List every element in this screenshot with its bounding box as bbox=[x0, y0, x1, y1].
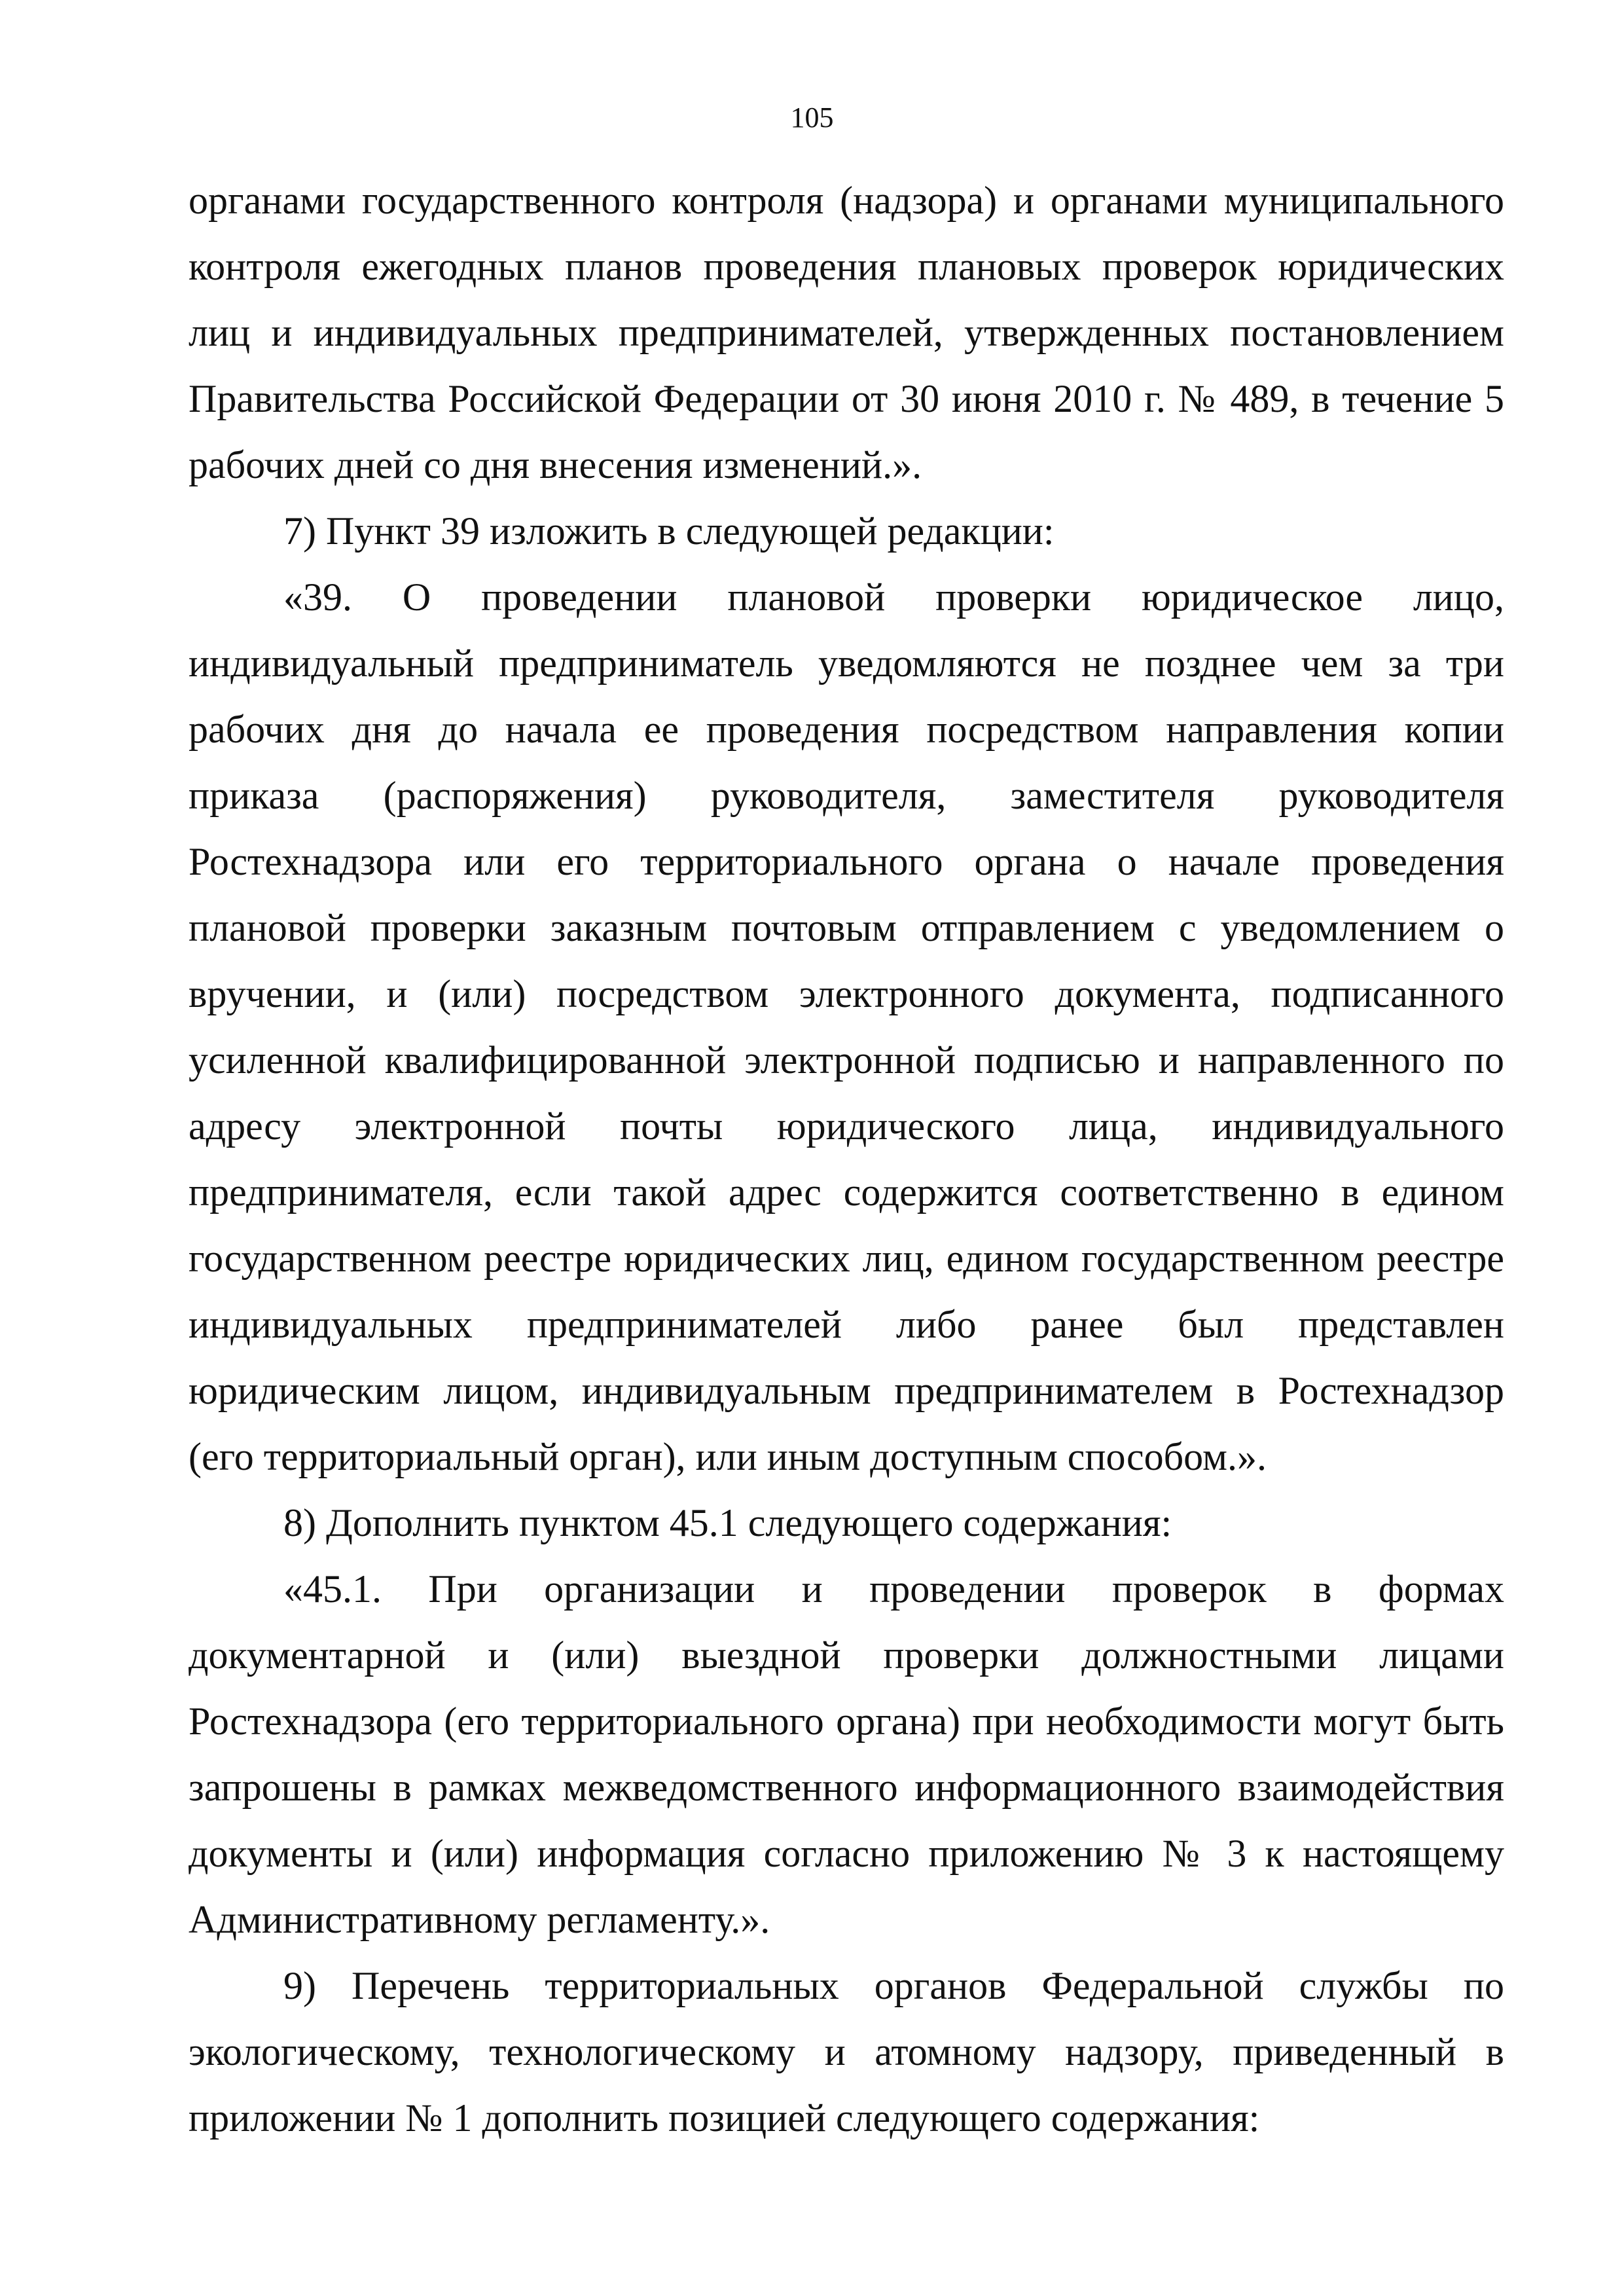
paragraph-item-9: 9) Перечень территориальных органов Федеральной службы по экологическому, технологическому и атомному надзору, приведенный в приложении № 1 дополнить позицией следующего содержания: bbox=[189, 1964, 1504, 2140]
paragraph-clause-45-1: «45.1. При организации и проведении проверок в формах документарной и (или) выездной проверки должностными лицами Ростехнадзора (его территориального органа) при необходимости могут быть запрошены в рамках межведомственного информационного взаимодействия документы и (или) информация согласно приложению № 3 к настоящему Административному регламенту.». bbox=[189, 1567, 1504, 1941]
paragraph-item-8: 8) Дополнить пунктом 45.1 следующего содержания: bbox=[283, 1501, 1172, 1544]
paragraph-continuation: органами государственного контроля (надзора) и органами муниципального контроля ежегодных планов проведения плановых проверок юридических лиц и индивидуальных предпринимателей, утвержденных постановлением Правительства Российской Федерации от 30 июня 2010 г. № 489, в течение 5 рабочих дней со дня внесения изменений.». bbox=[189, 179, 1504, 486]
paragraph-item-7: 7) Пункт 39 изложить в следующей редакции: bbox=[283, 509, 1055, 553]
document-body bbox=[189, 168, 1504, 2151]
page-number: 105 bbox=[790, 101, 834, 134]
paragraph-clause-39: «39. О проведении плановой проверки юридическое лицо, индивидуальный предприниматель уведомляются не позднее чем за три рабочих дня до начала ее проведения посредством направления копии приказа (распоряжения) руководителя, заместителя руководителя Ростехнадзора или его территориального органа о начале проведения плановой проверки заказным почтовым отправлением с уведомлением о вручении, и (или) посредством электронного документа, подписанного усиленной квалифицированной электронной подписью и направленного по адресу электронной почты юридического лица, индивидуального предпринимателя, если такой адрес содержится соответственно в едином государственном реестре юридических лиц, едином государственном реестре индивидуальных предпринимателей либо ранее был представлен юридическим лицом, индивидуальным предпринимателем в Ростехнадзор (его территориальный орган), или иным доступным способом.». bbox=[189, 575, 1504, 1478]
